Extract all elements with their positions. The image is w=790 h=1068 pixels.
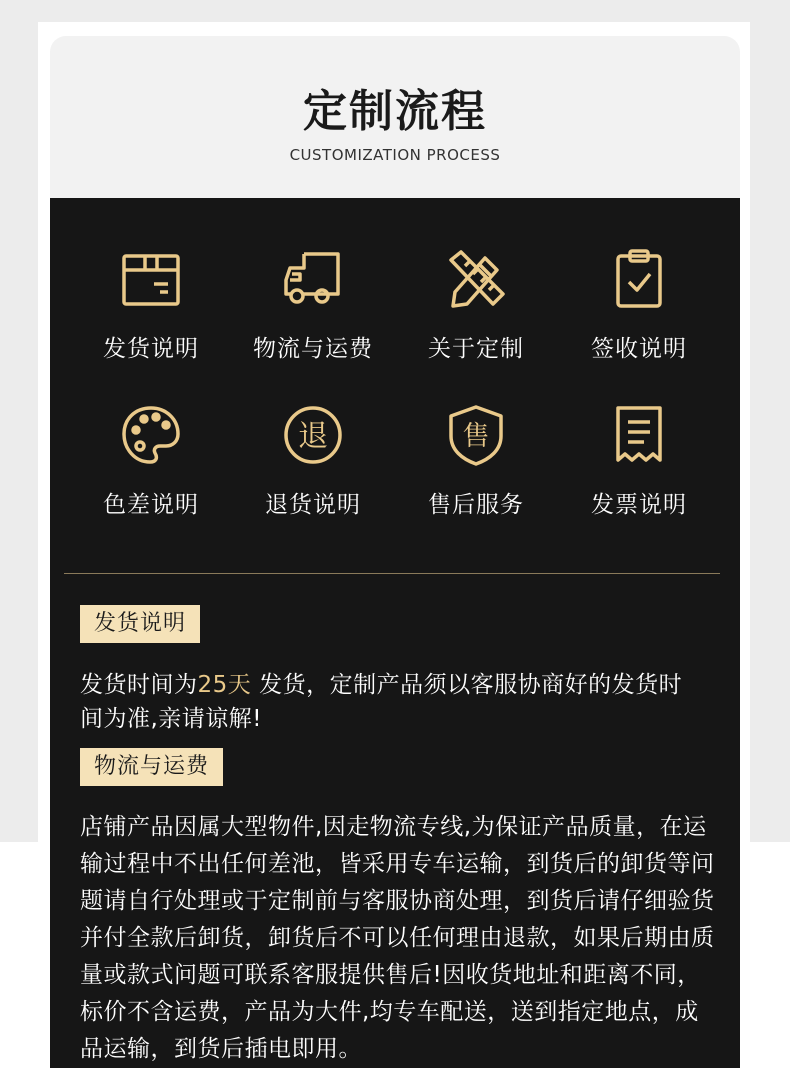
grid-item-color-difference[interactable]	[70, 404, 232, 534]
svg-text:退: 退	[298, 419, 328, 454]
grid-item-customization[interactable]	[395, 248, 557, 378]
page-subtitle: CUSTOMIZATION PROCESS	[289, 146, 501, 164]
grid-item-label: 签收说明	[591, 336, 687, 362]
logistics-description: 店铺产品因属大型物件,因走物流专线,为保证产品质量，在运输过程中不出任何差池，皆采用专车运输，到货后的卸货等问题请自行处理或于定制前与客服协商处理，到货后请仔细验货并付全款后卸货，卸货后不可以任何理由退款，如果后期由质量或款式问题可联系客服提供售后!因收货地址和距离不同，标价不含运费，产品为大件,均专车配送，送到指定地点，成品运输，到货后插电即用。	[80, 814, 715, 1062]
grid-item-signing[interactable]	[558, 248, 720, 378]
grid-item-label: 物流与运费	[253, 336, 373, 362]
section-divider	[64, 573, 720, 574]
clipboard-check-icon	[608, 248, 670, 310]
truck-icon	[282, 248, 344, 310]
grid-item-label: 色差说明	[103, 492, 199, 518]
grid-item-shipping[interactable]	[70, 248, 232, 378]
section-tag-logistics: 物流与运费	[80, 748, 223, 786]
return-icon	[282, 404, 344, 466]
shipping-days-highlight: 25天	[197, 672, 252, 698]
grid-item-label: 售后服务	[428, 492, 524, 518]
pencil-ruler-icon	[445, 248, 507, 310]
shield-service-icon	[445, 404, 507, 466]
grid-item-logistics[interactable]	[232, 248, 394, 378]
svg-text:售: 售	[462, 421, 490, 452]
palette-icon	[120, 404, 182, 466]
page-title: 定制流程	[303, 86, 487, 137]
section-tag-shipping: 发货说明	[80, 605, 200, 643]
grid-item-after-sales[interactable]	[395, 404, 557, 534]
grid-item-label: 发票说明	[591, 492, 687, 518]
grid-item-label: 发货说明	[103, 336, 199, 362]
grid-item-label: 退货说明	[265, 492, 361, 518]
receipt-icon	[608, 404, 670, 466]
grid-item-return[interactable]	[232, 404, 394, 534]
box-icon	[120, 248, 182, 310]
shipping-description: 发货时间为25天 发货，定制产品须以客服协商好的发货时间为准,亲请谅解!	[80, 672, 683, 732]
grid-item-invoice[interactable]	[558, 404, 720, 534]
grid-item-label: 关于定制	[428, 336, 524, 362]
